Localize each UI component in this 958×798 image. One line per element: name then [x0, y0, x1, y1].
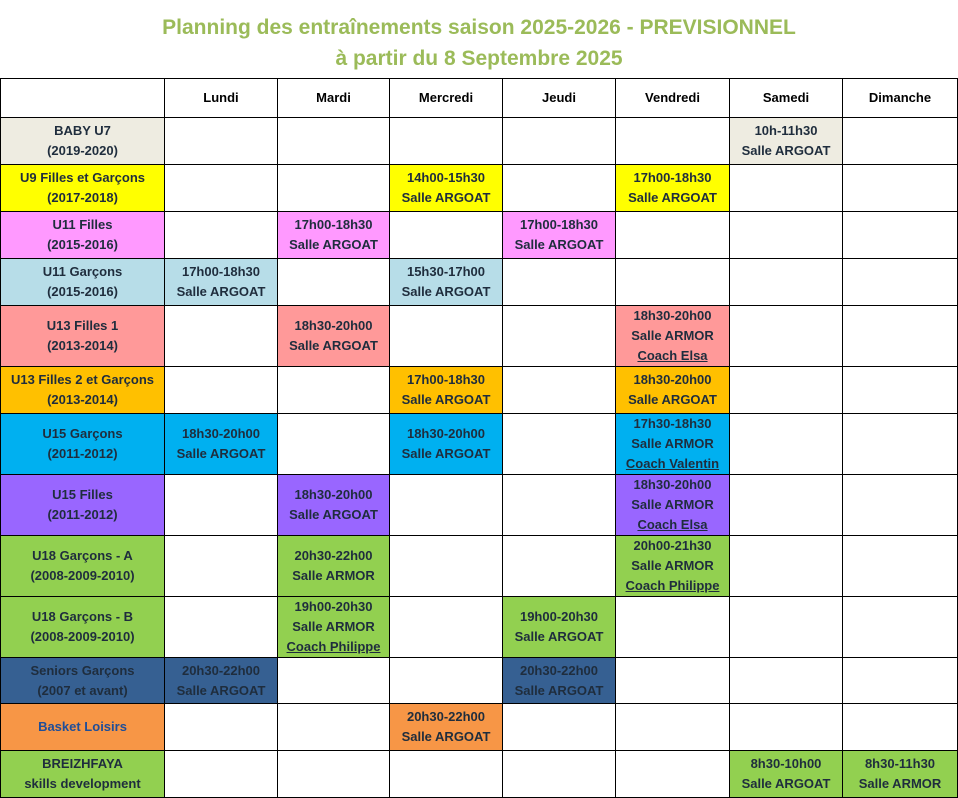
slot-venue: Salle ARGOAT — [514, 629, 604, 644]
slot-time: 15h30-17h00 — [406, 264, 486, 279]
empty-slot — [616, 658, 730, 704]
empty-slot — [843, 165, 958, 212]
empty-slot — [503, 259, 616, 306]
slot-coach: Coach Valentin — [625, 456, 720, 471]
slot-coach: Coach Philippe — [286, 639, 381, 654]
empty-slot — [843, 212, 958, 259]
slot-venue: Salle ARGOAT — [289, 237, 378, 252]
slot-venue: Salle ARMOR — [631, 436, 714, 451]
empty-slot — [730, 212, 843, 259]
page-title: Planning des entraînements saison 2025-2026 - PREVISIONNEL — [162, 16, 796, 39]
slot-venue: Salle ARGOAT — [628, 190, 717, 205]
training-slot-vendredi — [616, 306, 730, 367]
slot-time: 10h-11h30 — [754, 123, 818, 138]
empty-slot — [730, 475, 843, 536]
slot-venue: Salle ARGOAT — [628, 392, 717, 407]
training-slot-lundi — [165, 414, 278, 475]
category-name: U18 Garçons - B — [31, 609, 134, 624]
empty-slot — [730, 306, 843, 367]
category-years: skills development — [24, 776, 141, 791]
category-cell — [1, 212, 165, 259]
empty-slot — [616, 597, 730, 658]
slot-time: 17h00-18h30 — [181, 264, 261, 279]
empty-slot — [390, 536, 503, 597]
category-name: Basket Loisirs — [38, 719, 127, 734]
empty-slot — [278, 367, 390, 414]
day-header-samedi: Samedi — [730, 79, 843, 118]
empty-slot — [616, 751, 730, 798]
empty-slot — [843, 658, 958, 704]
slot-coach: Coach Philippe — [625, 578, 720, 593]
schedule-row-baby — [1, 118, 958, 165]
slot-time: 17h00-18h30 — [519, 217, 599, 232]
day-header-vendredi: Vendredi — [616, 79, 730, 118]
training-slot-samedi — [730, 118, 843, 165]
empty-slot — [390, 212, 503, 259]
training-slot-mercredi — [390, 259, 503, 306]
empty-slot — [730, 259, 843, 306]
empty-slot — [503, 751, 616, 798]
category-years: (2013-2014) — [47, 392, 118, 407]
slot-venue: Salle ARGOAT — [401, 284, 491, 299]
slot-venue: Salle ARGOAT — [741, 143, 831, 158]
category-name: U18 Garçons - A — [32, 548, 133, 563]
empty-slot — [165, 306, 278, 367]
category-cell — [1, 597, 165, 658]
empty-slot — [165, 165, 278, 212]
slot-time: 8h30-11h30 — [864, 756, 936, 771]
empty-slot — [503, 414, 616, 475]
empty-slot — [278, 259, 390, 306]
category-name: U15 Garçons — [42, 426, 123, 441]
empty-slot — [730, 165, 843, 212]
empty-slot — [503, 306, 616, 367]
slot-venue: Salle ARMOR — [631, 558, 714, 573]
empty-slot — [503, 704, 616, 751]
slot-time: 17h00-18h30 — [406, 372, 486, 387]
category-name: U13 Filles 1 — [46, 318, 119, 333]
training-slot-vendredi — [616, 165, 730, 212]
category-years: (2008-2009-2010) — [30, 629, 135, 644]
empty-slot — [165, 536, 278, 597]
slot-venue: Salle ARGOAT — [176, 284, 266, 299]
slot-time: 19h00-20h30 — [294, 599, 373, 614]
slot-time: 19h00-20h30 — [519, 609, 599, 624]
empty-slot — [843, 704, 958, 751]
empty-slot — [843, 306, 958, 367]
category-cell — [1, 367, 165, 414]
category-cell — [1, 118, 165, 165]
page-subtitle: à partir du 8 Septembre 2025 — [335, 47, 623, 70]
empty-slot — [278, 165, 390, 212]
empty-slot — [165, 475, 278, 536]
category-years: (2017-2018) — [47, 190, 118, 205]
empty-slot — [843, 259, 958, 306]
training-slot-mardi — [278, 597, 390, 658]
empty-slot — [843, 536, 958, 597]
slot-coach: Coach Elsa — [637, 348, 708, 363]
slot-venue: Salle ARGOAT — [176, 446, 266, 461]
category-name: U11 Filles — [52, 217, 113, 232]
empty-slot — [730, 658, 843, 704]
training-slot-mardi — [278, 306, 390, 367]
training-slot-mercredi — [390, 414, 503, 475]
slot-coach: Coach Elsa — [637, 517, 708, 532]
training-slot-mardi — [278, 536, 390, 597]
header-corner-cell — [1, 79, 165, 118]
empty-slot — [390, 597, 503, 658]
schedule-row-sen — [1, 658, 958, 704]
slot-venue: Salle ARGOAT — [289, 507, 378, 522]
empty-slot — [503, 536, 616, 597]
training-slot-jeudi — [503, 658, 616, 704]
category-years: (2007 et avant) — [37, 682, 128, 698]
training-slot-vendredi — [616, 536, 730, 597]
category-name: Seniors Garçons — [30, 662, 135, 678]
empty-slot — [616, 118, 730, 165]
category-name: BABY U7 — [54, 123, 111, 138]
category-cell — [1, 414, 165, 475]
slot-time: 18h30-20h00 — [633, 308, 712, 323]
slot-time: 18h30-20h00 — [294, 318, 373, 333]
training-slot-dimanche — [843, 751, 958, 798]
empty-slot — [730, 704, 843, 751]
category-cell — [1, 658, 165, 704]
training-slot-mardi — [278, 212, 390, 259]
empty-slot — [730, 536, 843, 597]
empty-slot — [843, 367, 958, 414]
empty-slot — [390, 118, 503, 165]
training-slot-jeudi — [503, 597, 616, 658]
empty-slot — [390, 751, 503, 798]
category-years: (2015-2016) — [47, 237, 118, 252]
schedule-row-u18b — [1, 597, 958, 658]
empty-slot — [843, 597, 958, 658]
slot-venue: Salle ARMOR — [631, 497, 714, 512]
slot-venue: Salle ARGOAT — [176, 682, 266, 698]
category-name: U11 Garçons — [42, 264, 123, 279]
empty-slot — [730, 367, 843, 414]
day-header-lundi: Lundi — [165, 79, 278, 118]
category-cell — [1, 704, 165, 751]
category-years: (2013-2014) — [47, 338, 118, 353]
slot-time: 20h00-21h30 — [633, 538, 712, 553]
training-slot-mercredi — [390, 165, 503, 212]
slot-venue: Salle ARMOR — [292, 619, 375, 634]
category-years: (2008-2009-2010) — [30, 568, 135, 583]
empty-slot — [165, 118, 278, 165]
slot-time: 20h30-22h00 — [406, 709, 486, 724]
empty-slot — [165, 704, 278, 751]
empty-slot — [503, 367, 616, 414]
slot-time: 20h30-22h00 — [294, 548, 373, 563]
category-name: U13 Filles 2 et Garçons — [10, 372, 155, 387]
empty-slot — [278, 118, 390, 165]
slot-time: 17h30-18h30 — [633, 416, 712, 431]
empty-slot — [616, 212, 730, 259]
training-slot-jeudi — [503, 212, 616, 259]
empty-slot — [616, 704, 730, 751]
slot-venue: Salle ARGOAT — [289, 338, 378, 353]
category-years: (2011-2012) — [47, 507, 118, 522]
empty-slot — [278, 704, 390, 751]
slot-time: 14h00-15h30 — [406, 170, 486, 185]
schedule-row-u15f — [1, 475, 958, 536]
slot-venue: Salle ARGOAT — [514, 682, 604, 698]
slot-venue: Salle ARMOR — [292, 568, 375, 583]
slot-time: 20h30-22h00 — [181, 662, 261, 678]
slot-time: 8h30-10h00 — [750, 756, 822, 771]
slot-venue: Salle ARGOAT — [401, 392, 491, 407]
empty-slot — [165, 597, 278, 658]
slot-time: 17h00-18h30 — [633, 170, 712, 185]
category-cell — [1, 475, 165, 536]
training-slot-mercredi — [390, 367, 503, 414]
day-header-mardi: Mardi — [278, 79, 390, 118]
training-slot-lundi — [165, 259, 278, 306]
training-slot-samedi — [730, 751, 843, 798]
empty-slot — [278, 414, 390, 475]
category-cell — [1, 259, 165, 306]
empty-slot — [730, 597, 843, 658]
slot-time: 20h30-22h00 — [519, 662, 599, 678]
category-name: U15 Filles — [52, 487, 113, 502]
day-header-jeudi: Jeudi — [503, 79, 616, 118]
empty-slot — [503, 118, 616, 165]
slot-venue: Salle ARMOR — [858, 776, 942, 791]
day-header-dimanche: Dimanche — [843, 79, 958, 118]
slot-venue: Salle ARGOAT — [741, 776, 831, 791]
training-slot-vendredi — [616, 414, 730, 475]
category-name: BREIZHFAYA — [42, 756, 123, 771]
category-cell — [1, 165, 165, 212]
schedule-row-u9 — [1, 165, 958, 212]
empty-slot — [843, 475, 958, 536]
slot-venue: Salle ARGOAT — [401, 446, 491, 461]
slot-time: 18h30-20h00 — [633, 477, 712, 492]
slot-time: 18h30-20h00 — [181, 426, 261, 441]
empty-slot — [165, 212, 278, 259]
empty-slot — [390, 658, 503, 704]
training-slot-mardi — [278, 475, 390, 536]
schedule-row-u11f — [1, 212, 958, 259]
empty-slot — [165, 367, 278, 414]
category-name: U9 Filles et Garçons — [20, 170, 145, 185]
schedule-row-breizh — [1, 751, 958, 798]
category-years: (2011-2012) — [47, 446, 118, 461]
schedule-row-u15g — [1, 414, 958, 475]
category-cell — [1, 536, 165, 597]
slot-time: 18h30-20h00 — [633, 372, 712, 387]
empty-slot — [730, 414, 843, 475]
slot-venue: Salle ARMOR — [631, 328, 714, 343]
empty-slot — [616, 259, 730, 306]
schedule-row-loisir — [1, 704, 958, 751]
training-slot-vendredi — [616, 367, 730, 414]
schedule-row-u13f1 — [1, 306, 958, 367]
header-row — [1, 79, 958, 118]
category-cell — [1, 306, 165, 367]
day-header-mercredi: Mercredi — [390, 79, 503, 118]
slot-venue: Salle ARGOAT — [401, 190, 491, 205]
category-cell — [1, 751, 165, 798]
empty-slot — [390, 475, 503, 536]
category-years: (2015-2016) — [47, 284, 118, 299]
empty-slot — [278, 751, 390, 798]
empty-slot — [390, 306, 503, 367]
training-slot-vendredi — [616, 475, 730, 536]
training-slot-mercredi — [390, 704, 503, 751]
slot-venue: Salle ARGOAT — [514, 237, 604, 252]
empty-slot — [165, 751, 278, 798]
category-years: (2019-2020) — [47, 143, 118, 158]
slot-time: 18h30-20h00 — [294, 487, 373, 502]
schedule-row-u11g — [1, 259, 958, 306]
slot-time: 18h30-20h00 — [406, 426, 486, 441]
empty-slot — [843, 414, 958, 475]
slot-venue: Salle ARGOAT — [401, 729, 491, 744]
schedule-row-u18a — [1, 536, 958, 597]
empty-slot — [503, 165, 616, 212]
schedule-table — [0, 78, 958, 798]
empty-slot — [503, 475, 616, 536]
slot-time: 17h00-18h30 — [294, 217, 373, 232]
training-slot-lundi — [165, 658, 278, 704]
empty-slot — [278, 658, 390, 704]
schedule-row-u13f2 — [1, 367, 958, 414]
empty-slot — [843, 118, 958, 165]
